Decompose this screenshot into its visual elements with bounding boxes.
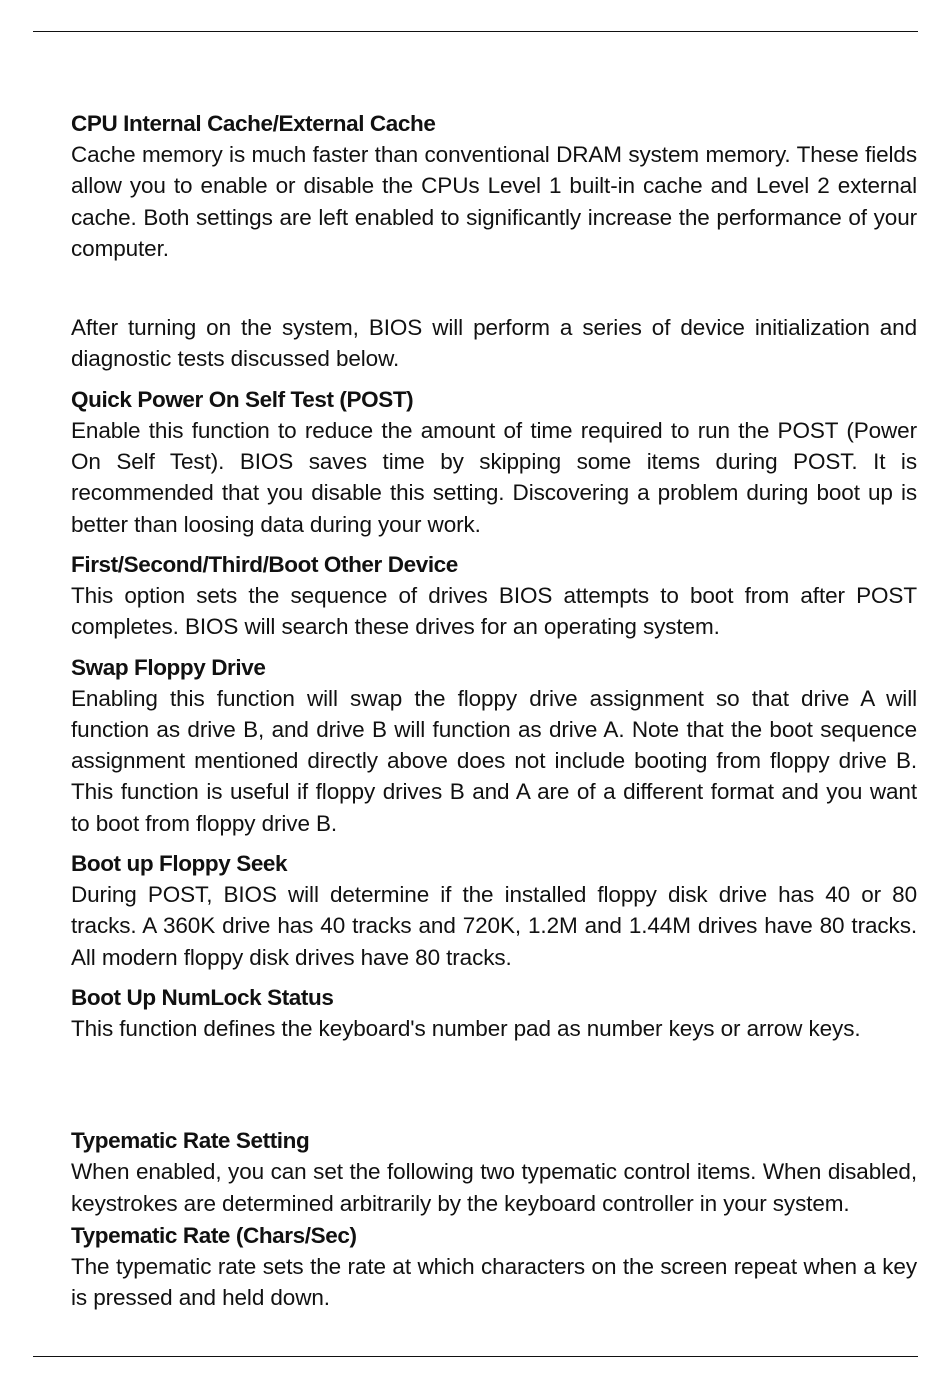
- intro-paragraph: After turning on the system, BIOS will perform a series of device initialization and diagnostic tests discussed below.: [71, 315, 917, 372]
- section-cpu-cache: [71, 109, 917, 264]
- section-intro: [71, 312, 917, 375]
- section-body: Enable this function to reduce the amount of time required to run the POST (Power On Self Test). BIOS saves time by skipping some items during POST. It is recommended that you disable this setting. Discovering a problem during boot up is better than loosing data during your work.: [71, 417, 917, 537]
- section-boot-device: [71, 550, 917, 643]
- section-heading: Boot up Floppy Seek: [71, 851, 288, 877]
- top-rule: [33, 31, 918, 32]
- section-floppy-seek: [71, 849, 917, 973]
- section-body: Cache memory is much faster than conventional DRAM system memory. These fields allow you to enable or disable the CPUs Level 1 built-in cache and Level 2 external cache. Both settings are left enabled to significantly increase the performance of your computer.: [71, 142, 917, 261]
- section-body: The typematic rate sets the rate at which characters on the screen repeat when a key is pressed and held down.: [71, 1253, 917, 1311]
- section-body: Enabling this function will swap the floppy drive assignment so that drive A will function as drive B, and drive B will function as drive A. Note that the boot sequence assignment mentioned directly above does not include booting from floppy drive B. This function is useful if floppy drives B and A are of a different format and you want to boot from floppy drive B.: [71, 685, 917, 836]
- section-body: This function defines the keyboard's number pad as number keys or arrow keys.: [71, 1015, 861, 1041]
- section-typematic-rate: [71, 1221, 917, 1314]
- section-quick-post: [71, 385, 917, 540]
- section-swap-floppy: [71, 653, 917, 839]
- section-body: This option sets the sequence of drives BIOS attempts to boot from after POST completes. BIOS will search these drives for an operating system.: [71, 582, 917, 640]
- section-numlock: [71, 983, 917, 1044]
- section-heading: First/Second/Third/Boot Other Device: [71, 551, 458, 577]
- section-body: When enabled, you can set the following two typematic control items. When disabled, keystrokes are determined arbitrarily by the keyboard controller in your system.: [71, 1159, 917, 1216]
- section-heading: Quick Power On Self Test (POST): [71, 386, 414, 412]
- section-heading: CPU Internal Cache/External Cache: [71, 111, 436, 136]
- section-heading: Swap Floppy Drive: [71, 654, 266, 680]
- section-heading: Typematic Rate Setting: [71, 1128, 310, 1154]
- section-body: During POST, BIOS will determine if the installed floppy disk drive has 40 or 80 tracks. A 360K drive has 40 tracks and 720K, 1.2M and 1.44M drives have 80 tracks. All modern floppy disk drives have 80 tracks.: [71, 882, 917, 970]
- section-typematic-setting: [71, 1126, 917, 1219]
- section-heading: Boot Up NumLock Status: [71, 984, 334, 1010]
- page-content: [71, 109, 917, 1313]
- section-heading: Typematic Rate (Chars/Sec): [71, 1222, 357, 1248]
- bottom-rule: [33, 1356, 918, 1357]
